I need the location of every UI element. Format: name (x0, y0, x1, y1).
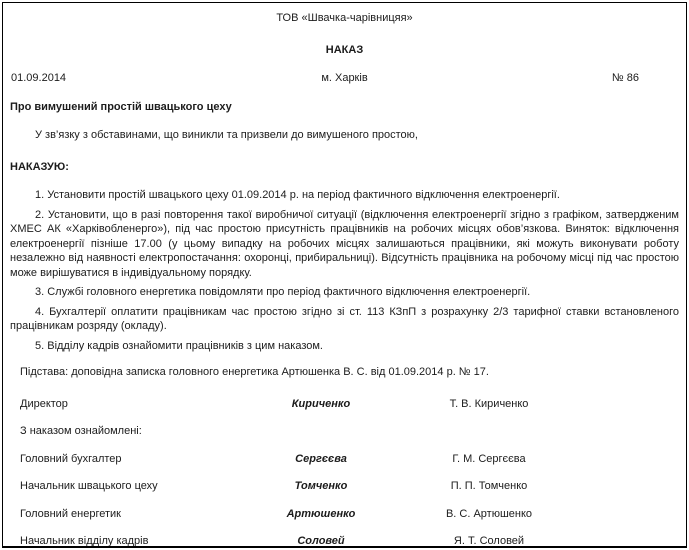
order-item-1: 1. Установити простій швацького цеху 01.09.2014 р. на період фактичного відключення електроенергії. (35, 189, 560, 201)
signer-title: Начальник відділу кадрів (20, 535, 149, 547)
signature-row-director (10, 397, 679, 412)
signer-fullname: П. П. Томченко (450, 480, 528, 492)
signature-row-hr-department-head (10, 534, 679, 548)
company-name: ТОВ «Швачка-чарівницяя» (276, 12, 413, 24)
signer-signature: Соловей (297, 535, 345, 547)
intro-paragraph: У зв’язку з обставинами, що виникли та призвели до вимушеного простою, (35, 129, 418, 141)
signer-title: Начальник швацького цеху (20, 480, 158, 492)
signer-signature: Кириченко (291, 397, 351, 410)
document-date: 01.09.2014 (11, 72, 67, 84)
document-number: № 86 (611, 72, 639, 84)
order-item-4: 4. Бухгалтерії оплатити працівникам час простою згідно зі ст. 113 КЗпП з розрахунку 2/3 тарифної ставки встановленого працівникам розряду (окладу). (10, 305, 679, 332)
signature-row-chief-power-engineer (10, 507, 679, 522)
signer-title: Директор (20, 397, 68, 410)
signer-fullname: Т. В. Кириченко (449, 397, 529, 410)
order-item-2: 2. Установити, що в разі повторення такої виробничої ситуації (відключення електроенергії згідно з графіком, затвердженим ХМЕС АК «Харківобленерго»), під час простою присутність працівників на робочих місцях обов’язкова. Виняток: відключення електроенергії пізніше 17.00 (у цьому випадку на робочих місцях залишаються працівники, які можуть виконувати роботу незалежно від наявності електропостачання: охоронці, прибиральниці). Відсутність працівника на робочому місці під час простою може вирішуватися в індивідуальному порядку. (10, 208, 679, 279)
document-type-heading: НАКАЗ (325, 43, 364, 56)
signer-fullname: Я. Т. Соловей (453, 535, 525, 547)
document-city: м. Харків (321, 72, 368, 84)
date-place-number-row (10, 71, 679, 86)
acquainted-label: З наказом ознайомлені: (20, 425, 142, 437)
basis-line: Підстава: доповідна записка головного енергетика Артюшенка В. С. від 01.09.2014 р. № 17. (20, 366, 489, 378)
signer-title: Головний енергетик (20, 507, 121, 520)
signer-fullname: Г. М. Сергєєва (452, 452, 526, 465)
signature-row-chief-accountant (10, 452, 679, 467)
signer-fullname: В. С. Артюшенко (445, 507, 533, 520)
document-subject: Про вимушений простій швацького цеху (10, 100, 232, 113)
signature-row-sewing-shop-head (10, 479, 679, 494)
signer-signature: Томченко (294, 480, 348, 492)
order-item-3: 3. Службі головного енергетика повідомляти про період фактичного відключення електроенергії. (35, 286, 531, 298)
signer-title: Головний бухгалтер (20, 452, 122, 465)
signer-signature: Артюшенко (286, 507, 356, 520)
signer-signature: Сергєєва (295, 452, 347, 465)
order-item-5: 5. Відділу кадрів ознайомити працівників з цим наказом. (35, 339, 323, 352)
order-document-page (2, 2, 687, 548)
order-items-list (10, 188, 679, 353)
order-word: НАКАЗУЮ: (10, 160, 69, 173)
